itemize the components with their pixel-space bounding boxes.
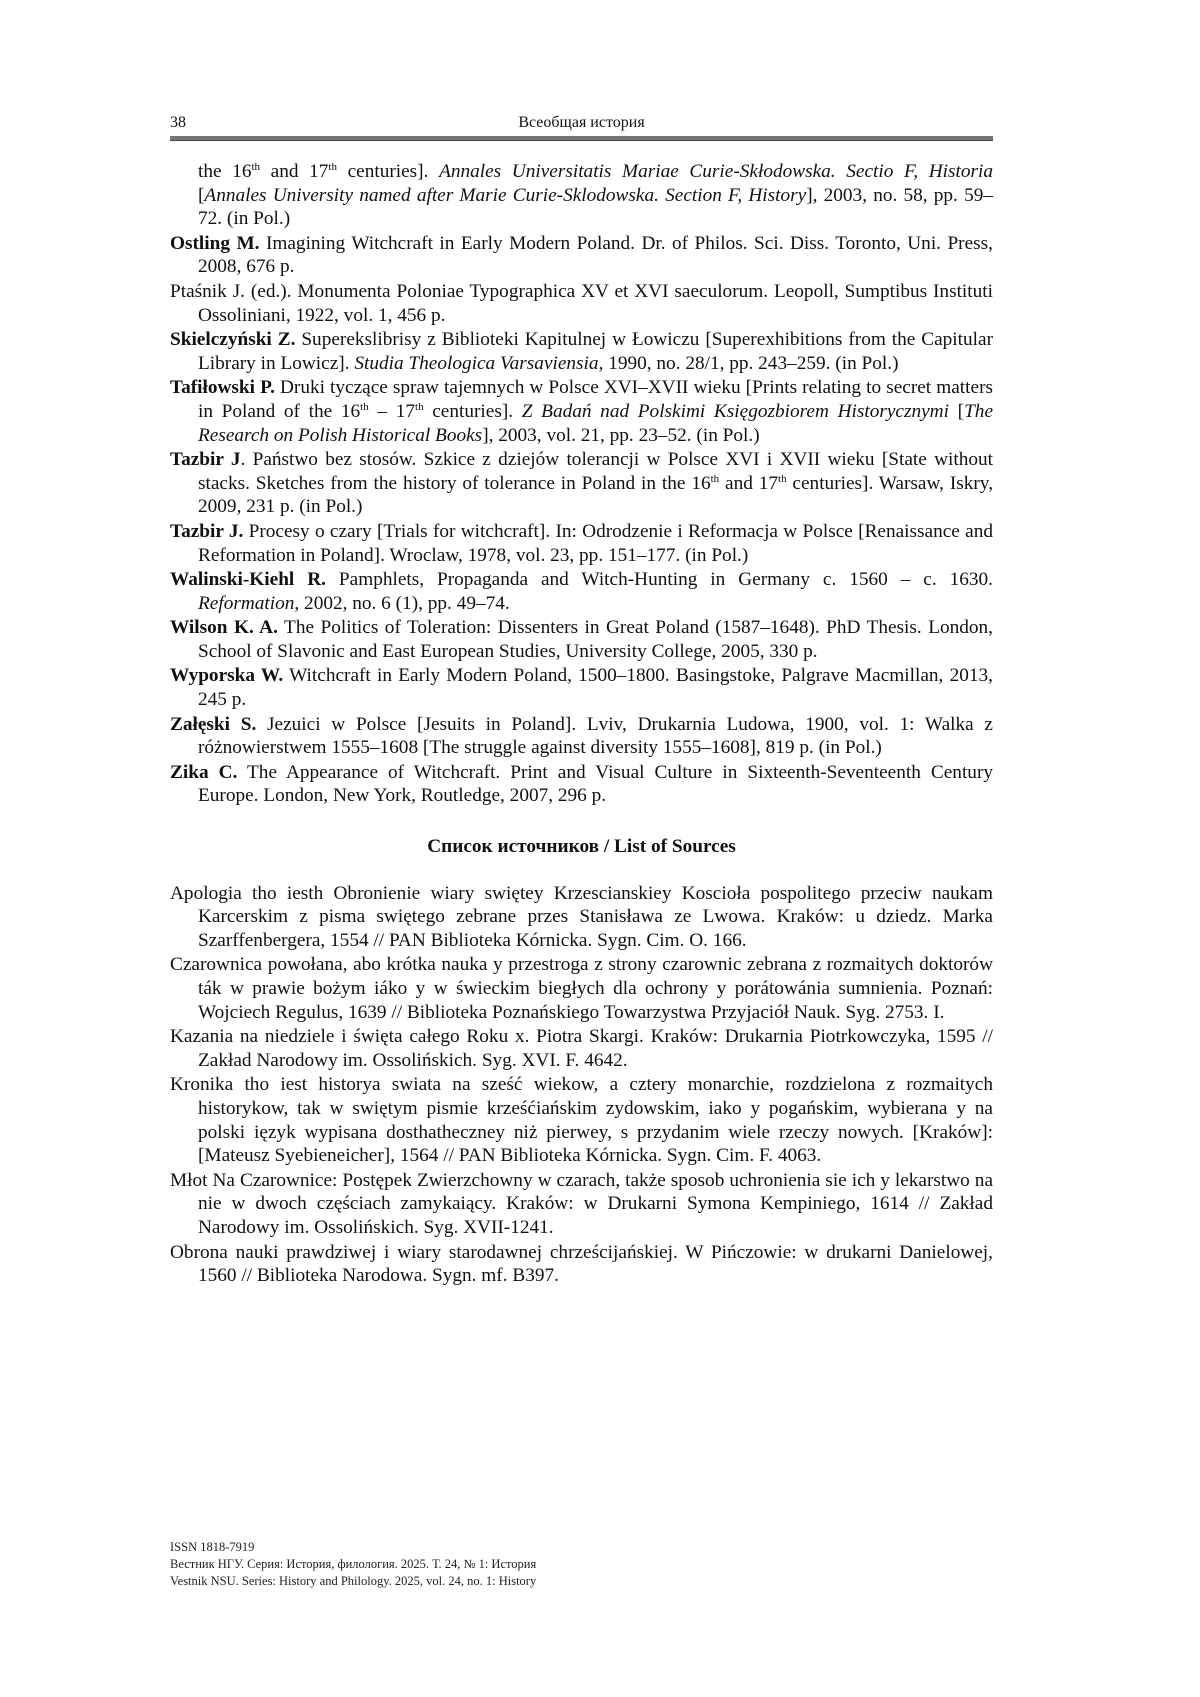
reference-entry: [170, 232, 993, 279]
reference-entry: [170, 664, 993, 711]
reference-entry: [170, 280, 993, 327]
ordinal-suffix: th: [415, 400, 424, 413]
section-title: Всеобщая история: [518, 114, 645, 131]
source-entry: [170, 1169, 993, 1240]
entry-text: Obrona nauki prawdziwej i wiary starodawnej chrześcijańskiej. W Pińczowie: w drukarni Danielowej, 1560 // Biblioteka Narodowa. Sygn. mf. B397.: [170, 1241, 993, 1287]
entry-text: The Politics of Toleration: Dissenters in Great Poland (1587–1648). PhD Thesis. London, School of Slavonic and East European Studies, University College, 2005, 330 p.: [198, 617, 993, 662]
footer-issn: ISSN 1818-7919: [170, 1540, 255, 1554]
entry-author: Skielczyński Z.: [170, 329, 296, 351]
source-entry: [170, 1073, 993, 1167]
entry-author: Tazbir J.: [170, 520, 244, 542]
running-header: [170, 114, 993, 136]
entry-italic-title: Z Badań nad Polskimi Księgozbiorem Historycznymi: [521, 400, 949, 422]
footer-journal-ru: Вестник НГУ. Серия: История, филология. 2025. Т. 24, № 1: История: [170, 1557, 537, 1571]
entry-text: [: [948, 400, 965, 422]
entry-text: Jezuici w Polsce [Jesuits in Poland]. Lviv, Drukarnia Ludowa, 1900, vol. 1: Walka z różnowierstwem 1555–1608 [The struggle against diversity 1555–1608], 819 p. (in Pol.): [198, 713, 993, 759]
entry-italic-title: Reformation: [198, 592, 295, 614]
entry-text: Procesy o czary [Trials for witchcraft]. In: Odrodzenie i Reformacja w Polsce [Renaissance and Reformation in Poland]. Wroclaw, 1978, vol. 23, pp. 151–177. (in Pol.): [198, 520, 993, 566]
entry-text: centuries]. Warsaw, Iskry, 2009, 231 p. (in Pol.): [198, 472, 994, 518]
entry-author: Wyporska W.: [170, 665, 284, 687]
entry-italic-title: Annales University named after Marie Curie-Sklodowska. Section F, History: [204, 184, 807, 206]
sources-heading: Список источников / List of Sources: [427, 836, 736, 858]
entry-text: and 17: [719, 472, 779, 494]
entry-text: Kronika tho iest historya swiata na sześć wiekow, a cztery monarchie, rozdzielona z rozmaitych historykow, tak w swiętym pismie krześćiańskim zydowskim, iako y pogańskim, wybierana y na polski ięzyk wypisana dosthatheczney niż pierwey, s przydanim wiele rzeczy nowych. [Kraków]: [Mateusz Syebieneicher], 1564 // PAN Biblioteka Kórnicka. Sygn. Cim. F. 4063.: [170, 1074, 993, 1167]
entry-text: . Państwo bez stosów. Szkice z dziejów tolerancji w Polsce XVI i XVII wieku [State without stacks. Sketches from the history of tolerance in Poland in the 16: [198, 449, 994, 494]
header-rule: [170, 136, 993, 141]
reference-entry: [170, 448, 993, 519]
entry-author: Ostling M.: [170, 232, 260, 254]
entry-text: , 2002, no. 6 (1), pp. 49–74.: [294, 592, 510, 614]
entry-text: and 17: [260, 161, 329, 182]
entry-text: – 17: [368, 400, 416, 422]
entry-text: centuries].: [423, 400, 522, 422]
entry-author: Zika C.: [170, 761, 238, 783]
entry-text: the 16: [198, 161, 252, 182]
entry-text: Pamphlets, Propaganda and Witch-Hunting in Germany c. 1560 – c. 1630.: [325, 569, 994, 591]
entry-italic-title: Studia Theologica Varsaviensia: [354, 352, 599, 374]
ordinal-suffix: th: [251, 161, 261, 173]
footer-journal-en: Vestnik NSU. Series: History and Philology. 2025, vol. 24, no. 1: History: [170, 1574, 537, 1588]
entry-text: , 1990, no. 28/1, pp. 243–259. (in Pol.): [598, 352, 899, 374]
footer: [170, 1539, 536, 1590]
entry-text: Młot Na Czarownice: Postępek Zwierzchowny w czarach, także sposob uchronienia sie ich y lekarstwo na nie w dwoch częściach zamykaiący. Kraków: w Drukarni Symona Kempiniego, 1614 // Zakład Narodowy im. Ossolińskich. Syg. XVII-1241.: [170, 1169, 993, 1238]
source-entry: [170, 1025, 993, 1072]
entry-text: ], 2003, no. 58, pp. 59–72. (in Pol.): [198, 184, 993, 230]
ordinal-suffix: th: [328, 161, 337, 173]
entry-author: Walinski-Kiehl R.: [170, 569, 326, 591]
entry-text: Witchcraft in Early Modern Poland, 1500–1800. Basingstoke, Palgrave Macmillan, 2013, 245 p.: [198, 665, 993, 711]
reference-entry: [170, 761, 993, 808]
entry-text: Superekslibrisy z Biblioteki Kapitulnej w Łowiczu [Superexhibitions from the Capitular Library in Lowicz].: [198, 329, 993, 374]
ordinal-suffix: th: [710, 472, 720, 485]
reference-entry: [170, 160, 993, 231]
entry-text: The Appearance of Witchcraft. Print and Visual Culture in Sixteenth-Seventeenth Century Europe. London, New York, Routledge, 2007, 296 p.: [198, 761, 994, 807]
entry-text: ], 2003, vol. 21, pp. 23–52. (in Pol.): [482, 424, 760, 446]
reference-entry: [170, 616, 993, 663]
entry-text: Druki tyczące spraw tajemnych w Polsce XVI–XVII wieku [Prints relating to secret matters in Poland of the 16: [198, 377, 993, 422]
page-number: 38: [170, 114, 186, 131]
entry-text: centuries].: [336, 161, 440, 182]
entry-author: Tazbir J: [170, 449, 241, 471]
reference-entry: [170, 328, 993, 375]
references-list: [170, 160, 993, 808]
ordinal-suffix: th: [360, 400, 369, 413]
entry-text: Apologia tho iesth Obronienie wiary swiętey Krzescianskiey Koscioła pospolitego przeciw naukam Karcerskim z pisma swiętego zebrane przes Stanisława ze Lwowa. Kraków: u dziedz. Marka Szarffenbergera, 1554 // PAN Biblioteka Kórnicka. Sygn. Cim. O. 166.: [170, 882, 993, 951]
entry-text: Kazania na niedziele i święta całego Roku x. Piotra Skargi. Kraków: Drukarnia Piotrkowczyka, 1595 // Zakład Narodowy im. Ossolińskich. Syg. XVI. F. 4642.: [170, 1026, 993, 1071]
reference-entry: [170, 568, 993, 615]
entry-text: [: [198, 184, 205, 206]
entry-author: Wilson K. A.: [170, 617, 278, 639]
page-body: [170, 160, 993, 1289]
source-entry: [170, 882, 993, 953]
source-entry: [170, 953, 993, 1024]
reference-entry: [170, 713, 993, 760]
entry-text: Imagining Witchcraft in Early Modern Poland. Dr. of Philos. Sci. Diss. Toronto, Uni. Press, 2008, 676 p.: [198, 232, 993, 278]
source-entry: [170, 1241, 993, 1288]
entry-text: Czarownica powołana, abo krótka nauka y przestroga z strony czarownic zebrana z rozmaitych doktorów ták w prawie bożym iáko y w świeckim biegłych dla ochrony y porátowánia sumnienia. Poznań: Wojciech Regulus, 1639 // Biblioteka Poznańskiego Towarzystwa Przyjaciół Nauk. Syg. 2753. I.: [170, 954, 993, 1023]
entry-text: Ptaśnik J. (ed.). Monumenta Poloniae Typographica XV et XVI saeculorum. Leopoll, Sumptibus Instituti Ossoliniani, 1922, vol. 1, 456 p.: [170, 280, 993, 326]
entry-italic-title: Annales Universitatis Mariae Curie-Skłodowska. Sectio F, Historia: [439, 161, 994, 182]
entry-italic-title: The Research on Polish Historical Books: [198, 400, 993, 446]
entry-author: Załęski S.: [170, 713, 257, 735]
entry-author: Tafiłowski P.: [170, 377, 275, 399]
ordinal-suffix: th: [778, 472, 787, 485]
sources-list: [170, 882, 993, 1288]
reference-entry: [170, 520, 993, 567]
reference-entry: [170, 376, 993, 447]
